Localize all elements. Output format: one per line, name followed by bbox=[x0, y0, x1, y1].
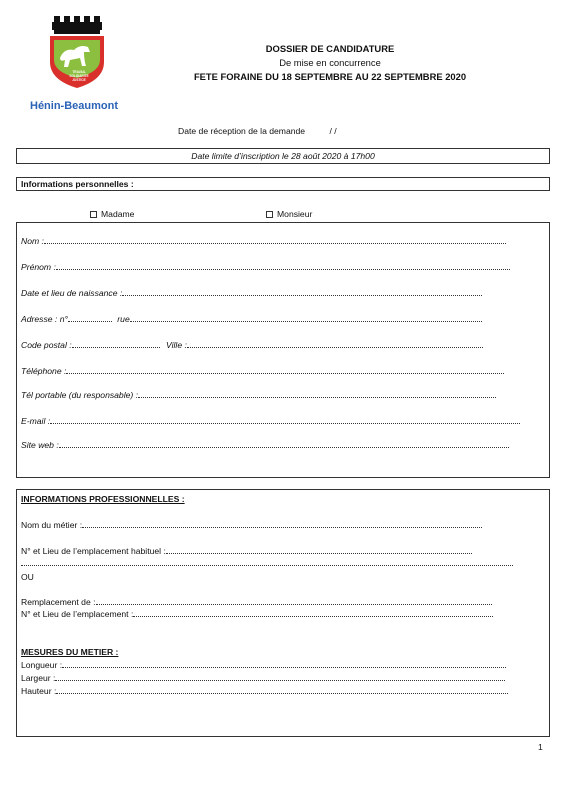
reception-label: Date de réception de la demande bbox=[178, 126, 306, 136]
madame-option[interactable] bbox=[90, 209, 134, 219]
motto-line-1: TRAVAIL bbox=[72, 70, 86, 74]
emplacement-field[interactable] bbox=[21, 546, 472, 556]
metier-field[interactable] bbox=[21, 520, 482, 530]
city-crest-icon bbox=[40, 14, 118, 94]
email-field[interactable] bbox=[21, 416, 520, 426]
longueur-label: Longueur : bbox=[21, 660, 63, 670]
hauteur-label: Hauteur : bbox=[21, 686, 57, 696]
hauteur-field[interactable] bbox=[21, 686, 508, 696]
prenom-label: Prénom : bbox=[21, 262, 56, 272]
monsieur-label: Monsieur bbox=[277, 209, 313, 219]
portable-label: Tél portable (du responsable) : bbox=[21, 390, 139, 400]
deadline-box bbox=[16, 148, 550, 164]
email-label: E-mail : bbox=[21, 416, 51, 426]
ville-label: Ville : bbox=[166, 340, 187, 350]
portable-field[interactable] bbox=[21, 390, 496, 400]
ou-label: OU bbox=[21, 572, 34, 582]
professional-heading: INFORMATIONS PROFESSIONNELLES : bbox=[21, 494, 185, 504]
motto-line-2: SOLIDARITE bbox=[69, 74, 89, 78]
monsieur-option[interactable] bbox=[266, 209, 312, 219]
adresse-field[interactable] bbox=[21, 314, 482, 324]
title-line-2: De mise en concurrence bbox=[279, 57, 381, 68]
remplacement-field[interactable] bbox=[21, 597, 492, 607]
code-postal-label: Code postal : bbox=[21, 340, 72, 350]
madame-checkbox[interactable] bbox=[90, 211, 97, 218]
remplacement-label: Remplacement de : bbox=[21, 597, 96, 607]
naissance-field[interactable] bbox=[21, 288, 482, 298]
madame-label: Madame bbox=[101, 209, 135, 219]
largeur-field[interactable] bbox=[21, 673, 505, 683]
naissance-label: Date et lieu de naissance : bbox=[21, 288, 123, 298]
telephone-label: Téléphone : bbox=[21, 366, 67, 376]
nom-field[interactable] bbox=[21, 236, 506, 246]
personal-heading-box bbox=[16, 177, 550, 191]
largeur-label: Largeur : bbox=[21, 673, 56, 683]
city-logo bbox=[40, 14, 118, 94]
adresse-label: Adresse : n° bbox=[21, 314, 68, 324]
reception-separator: / / bbox=[329, 126, 337, 136]
nom-label: Nom : bbox=[21, 236, 44, 246]
emplacement-field-line2[interactable] bbox=[21, 558, 513, 568]
emplacement-label: N° et Lieu de l’emplacement habituel : bbox=[21, 546, 166, 556]
motto-line-3: JUSTICE bbox=[72, 78, 86, 82]
emplacement2-field[interactable] bbox=[21, 609, 493, 619]
code-postal-field[interactable] bbox=[21, 340, 483, 350]
monsieur-checkbox[interactable] bbox=[266, 211, 273, 218]
site-web-label: Site web : bbox=[21, 440, 59, 450]
emplacement2-label: N° et Lieu de l’emplacement : bbox=[21, 609, 134, 619]
deadline-text: Date limite d’inscription le 28 août 2020 à 17h00 bbox=[191, 151, 375, 161]
longueur-field[interactable] bbox=[21, 660, 506, 670]
title-line-1: DOSSIER DE CANDIDATURE bbox=[265, 43, 395, 54]
reception-date bbox=[178, 126, 337, 136]
title-line-3: FETE FORAINE DU 18 SEPTEMBRE AU 22 SEPTEMBRE 2020 bbox=[193, 71, 467, 82]
personal-heading: Informations personnelles : bbox=[21, 179, 134, 189]
city-name: Hénin-Beaumont bbox=[30, 100, 118, 112]
rue-label: rue bbox=[117, 314, 130, 324]
page-number: 1 bbox=[538, 742, 543, 752]
telephone-field[interactable] bbox=[21, 366, 504, 376]
prenom-field[interactable] bbox=[21, 262, 510, 272]
site-web-field[interactable] bbox=[21, 440, 509, 450]
mesures-heading: MESURES DU METIER : bbox=[21, 647, 119, 657]
metier-label: Nom du métier : bbox=[21, 520, 83, 530]
